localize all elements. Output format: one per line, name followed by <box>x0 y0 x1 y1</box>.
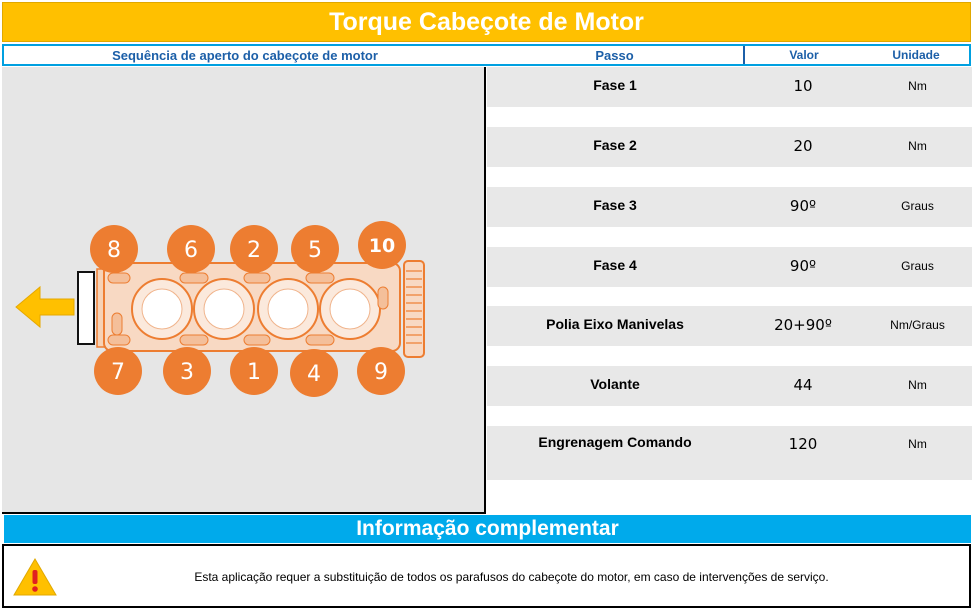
bolt-marker-bottom <box>94 347 142 395</box>
cell-valor: 20+90º <box>774 316 832 334</box>
cell-unidade: Nm <box>908 139 927 153</box>
cell-passo: Fase 2 <box>593 137 637 153</box>
header-sequence: Sequência de aperto do cabeçote de motor <box>112 47 378 63</box>
table-footer-band <box>487 460 972 480</box>
info-box <box>2 544 971 608</box>
cell-passo: Polia Eixo Manivelas <box>546 316 684 332</box>
table-row <box>487 187 972 227</box>
table-header <box>2 44 971 66</box>
title-bar <box>2 2 971 42</box>
cell-unidade: Nm <box>908 437 927 451</box>
cell-valor: 90º <box>789 257 817 275</box>
table-row <box>487 366 972 406</box>
warning-icon <box>12 556 58 598</box>
bolt-marker-top <box>291 225 339 273</box>
bolt-number: 3 <box>180 360 194 385</box>
bolt-number: 6 <box>184 238 198 263</box>
bolt-marker-top <box>90 225 138 273</box>
cell-unidade: Graus <box>901 199 934 213</box>
page-title: Torque Cabeçote de Motor <box>329 7 644 36</box>
info-title: Informação complementar <box>356 517 619 540</box>
timing-cover <box>78 272 94 344</box>
bolt-marker-bottom <box>163 347 211 395</box>
bolt-number: 2 <box>247 238 261 263</box>
cell-passo: Volante <box>590 376 640 392</box>
info-text: Esta aplicação requer a substituição de todos os parafusos do cabeçote do motor, em caso de intervenções de serviço. <box>194 570 829 584</box>
cell-valor: 20 <box>793 137 813 155</box>
torque-table <box>487 67 972 514</box>
bolt-number: 10 <box>368 235 396 257</box>
cell-unidade: Nm <box>908 79 927 93</box>
cell-passo: Fase 1 <box>593 77 637 93</box>
bolt-marker-top <box>167 225 215 273</box>
bolt-marker-bottom <box>230 347 278 395</box>
bolt-marker-top <box>230 225 278 273</box>
engine-head-drawing <box>2 67 484 512</box>
direction-arrow-icon <box>16 287 74 327</box>
bolt-number: 4 <box>307 362 321 387</box>
cell-valor: 90º <box>789 197 817 215</box>
bolt-number: 9 <box>374 360 388 385</box>
cell-passo: Fase 3 <box>593 197 637 213</box>
table-row <box>487 67 972 107</box>
bolt-number: 1 <box>247 360 261 385</box>
table-row <box>487 127 972 167</box>
cell-valor: 44 <box>793 376 813 394</box>
header-passo: Passo <box>595 47 634 63</box>
cell-valor: 10 <box>793 77 813 95</box>
bolt-row-bottom <box>94 347 405 397</box>
table-row <box>487 247 972 287</box>
cell-passo: Engrenagem Comando <box>538 434 692 450</box>
bolt-number: 5 <box>308 238 322 263</box>
header-unidade: Unidade <box>892 48 940 62</box>
cell-passo: Fase 4 <box>593 257 637 273</box>
cell-unidade: Graus <box>901 259 934 273</box>
tightening-sequence-diagram <box>2 67 486 514</box>
table-row <box>487 306 972 346</box>
info-bar <box>4 515 971 543</box>
bolt-marker-bottom <box>290 349 338 397</box>
header-valor: Valor <box>743 46 863 64</box>
bolt-number: 8 <box>107 238 121 263</box>
bolt-marker-bottom <box>357 347 405 395</box>
cell-unidade: Nm <box>908 378 927 392</box>
cell-valor: 120 <box>788 435 818 453</box>
cell-unidade: Nm/Graus <box>890 318 945 332</box>
bolt-marker-top <box>358 221 406 269</box>
bolt-number: 7 <box>111 360 125 385</box>
